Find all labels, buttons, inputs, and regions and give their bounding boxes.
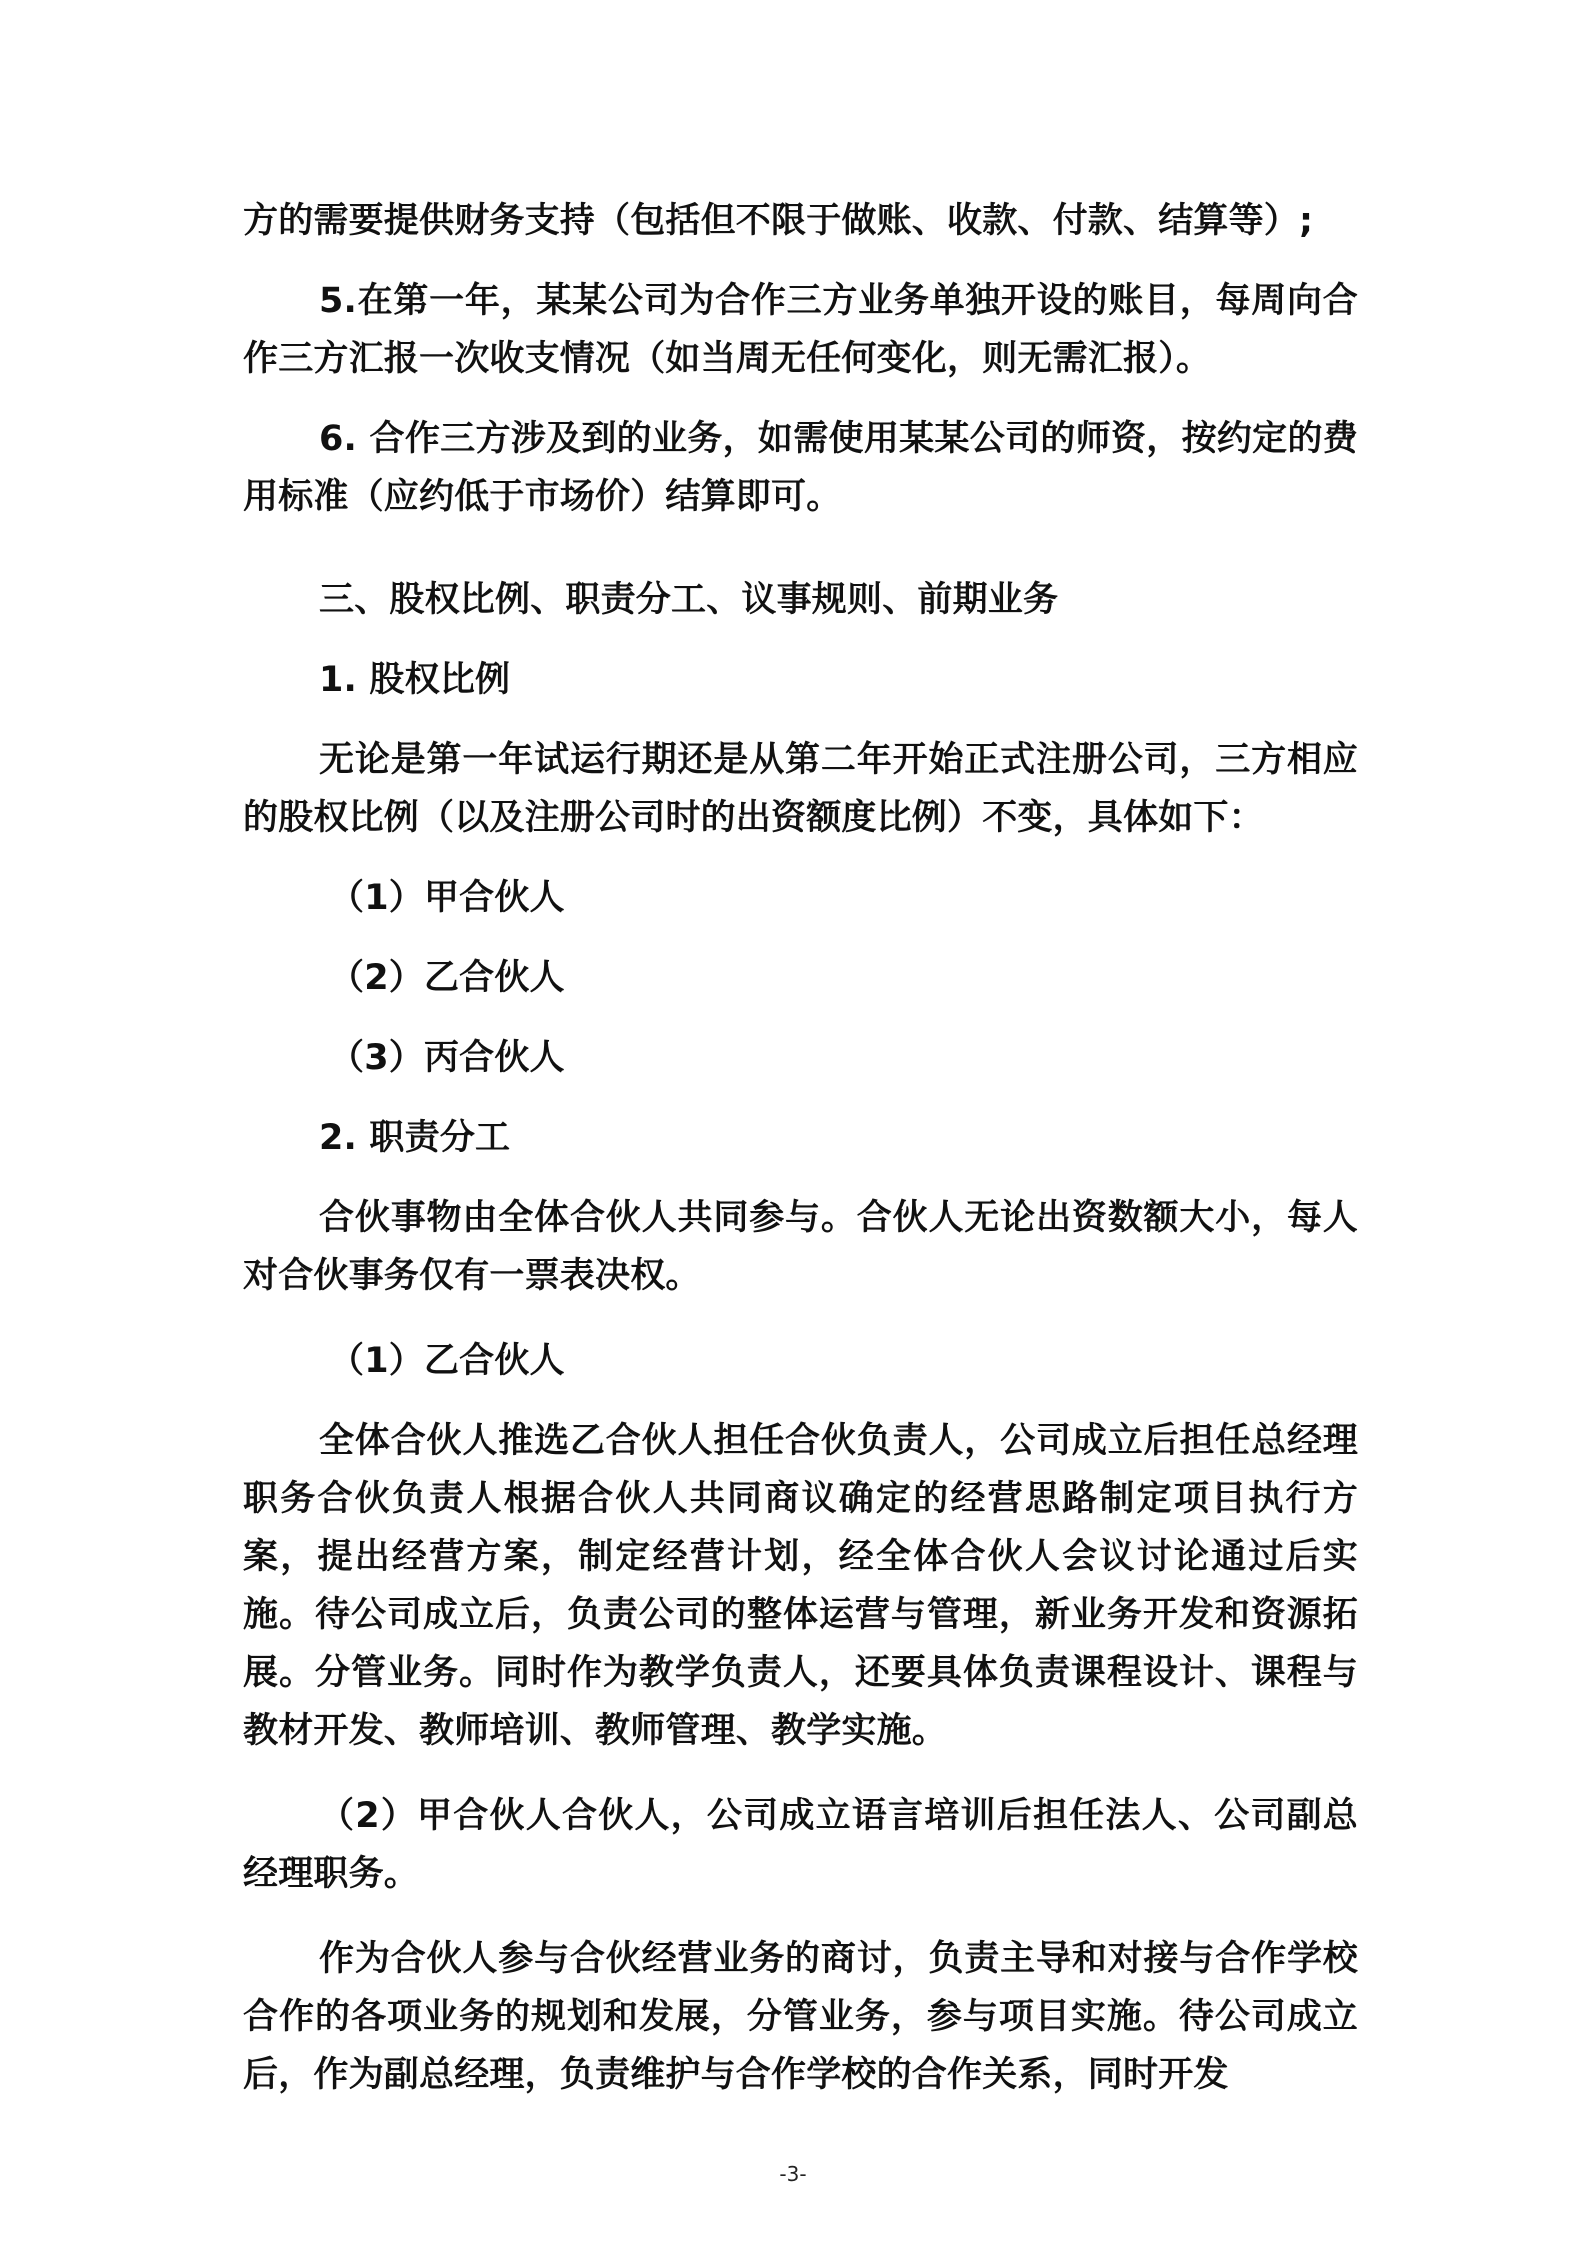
list-item-partner-b: （2）乙合伙人 bbox=[329, 958, 565, 998]
subheading-responsibilities: 2. 职责分工 bbox=[319, 1118, 511, 1158]
paragraph-voting-rights: 合伙事物由全体合伙人共同参与。合伙人无论出资数额大小，每人对合伙事务仅有一票表决权。 bbox=[243, 1198, 1358, 1296]
paragraph-partner-a-duties: 作为合伙人参与合伙经营业务的商讨，负责主导和对接与合作学校合作的各项业务的规划和发展，分管业务，参与项目实施。待公司成立后，作为副总经理，负责维护与合作学校的合作关系，同时开发 bbox=[243, 1939, 1358, 2095]
page-number: -3- bbox=[779, 2162, 807, 2186]
paragraph-finance-support: 方的需要提供财务支持（包括但不限于做账、收款、付款、结算等）; bbox=[243, 201, 1314, 241]
paragraph-partner-b-duties: 全体合伙人推选乙合伙人担任合伙负责人，公司成立后担任总经理职务合伙负责人根据合伙人共同商议确定的经营思路制定项目执行方案，提出经营方案，制定经营计划，经全体合伙人会议讨论通过后实施。待公司成立后，负责公司的整体运营与管理，新业务开发和资源拓展。分管业务。同时作为教学负责人，还要具体负责课程设计、课程与教材开发、教师培训、教师管理、教学实施。 bbox=[243, 1421, 1358, 1751]
list-item-partner-c: （3）丙合伙人 bbox=[329, 1038, 565, 1078]
list-item-partner-a: （1）甲合伙人 bbox=[329, 878, 565, 918]
document-body bbox=[243, 192, 1358, 2104]
subheading-partner-b: （1）乙合伙人 bbox=[329, 1341, 565, 1381]
paragraph-item-5: 5.在第一年，某某公司为合作三方业务单独开设的账目，每周向合作三方汇报一次收支情况（如当周无任何变化，则无需汇报）。 bbox=[243, 281, 1358, 379]
paragraph-partner-a-role: （2）甲合伙人合伙人，公司成立语言培训后担任法人、公司副总经理职务。 bbox=[243, 1796, 1358, 1894]
subheading-equity-ratio: 1. 股权比例 bbox=[319, 660, 511, 700]
section-heading-3: 三、股权比例、职责分工、议事规则、前期业务 bbox=[319, 580, 1059, 620]
paragraph-equity-ratio: 无论是第一年试运行期还是从第二年开始正式注册公司，三方相应的股权比例（以及注册公司时的出资额度比例）不变，具体如下： bbox=[243, 740, 1358, 838]
paragraph-item-6: 6. 合作三方涉及到的业务，如需使用某某公司的师资，按约定的费用标准（应约低于市场价）结算即可。 bbox=[243, 419, 1358, 517]
